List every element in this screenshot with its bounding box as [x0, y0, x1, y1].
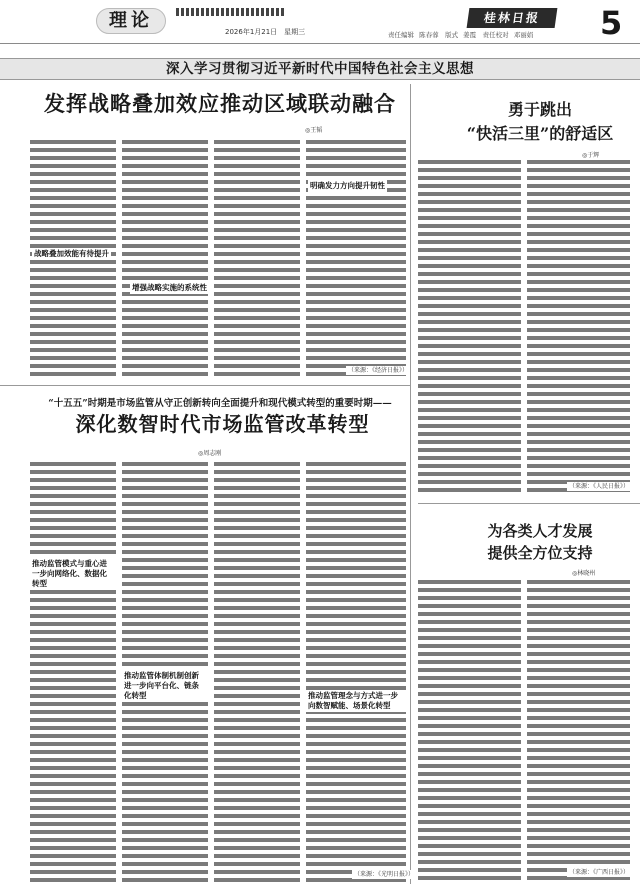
text-column [214, 462, 300, 882]
article-title: 发挥战略叠加效应推动区域联动融合 [44, 91, 396, 116]
article-subhead: 明确发力方向提升韧性 [310, 181, 385, 190]
article-subhead: 推动监管体制机制创新进一步向平台化、链条化转型 [122, 670, 208, 702]
header-stripes [176, 8, 286, 16]
article-author: ◎于辉 [582, 152, 600, 159]
article-subhead: 战略叠加效能有待提升 [34, 249, 109, 258]
column-divider [410, 84, 411, 884]
article-title [455, 98, 625, 146]
article-lede: “十五五”时期是市场监管从守正创新转向全面提升和现代模式转型的重要时期—— [48, 398, 392, 409]
page-number: 5 [600, 4, 623, 42]
text-column [527, 580, 630, 882]
text-column [122, 462, 208, 882]
text-column [214, 140, 300, 380]
topic-banner: 深入学习贯彻习近平新时代中国特色社会主义思想 [0, 58, 640, 80]
article-title [455, 520, 625, 564]
page-header [0, 0, 640, 44]
article-source: （来源：《广西日报》） [569, 869, 630, 876]
article-subhead: 推动监管理念与方式进一步向数智赋能、场景化转型 [306, 690, 406, 712]
masthead-logo: 桂林日报 [467, 8, 558, 28]
text-column [306, 140, 409, 380]
article-title: 深化数智时代市场监管改革转型 [75, 412, 370, 436]
text-column [306, 462, 415, 882]
article-author: ◎周志刚 [198, 450, 222, 457]
text-column [30, 140, 116, 380]
title-line: 提供全方位支持 [487, 544, 593, 562]
article-subhead: 推动监管模式与重心进一步向网络化、数据化转型 [30, 558, 116, 590]
article-author: ◎王韬 [305, 127, 323, 134]
text-column [418, 160, 521, 496]
article-divider-right [418, 503, 640, 504]
article-subhead: 增强战略实施的系统性 [132, 283, 207, 292]
title-line: “快活三里”的舒适区 [466, 124, 614, 143]
title-line: 为各类人才发展 [487, 522, 593, 540]
title-line: 勇于跳出 [507, 100, 572, 119]
article-source: （来源：《经济日报》） [348, 367, 409, 374]
article-author: ◎林晓州 [572, 570, 596, 577]
date-line: 2026年1月21日 星期三 [225, 28, 306, 36]
article-source: （来源：《光明日报》） [354, 871, 415, 878]
text-column [30, 462, 116, 882]
editor-credits: 责任编辑 陈春蓉 版式 姜霞 责任校对 邓丽娟 [388, 31, 534, 39]
article-divider [0, 385, 410, 386]
text-column [418, 580, 521, 882]
text-column [122, 140, 208, 380]
text-column [527, 160, 630, 496]
article-source: （来源：《人民日报》） [569, 483, 630, 490]
section-label: 理论 [96, 8, 166, 34]
